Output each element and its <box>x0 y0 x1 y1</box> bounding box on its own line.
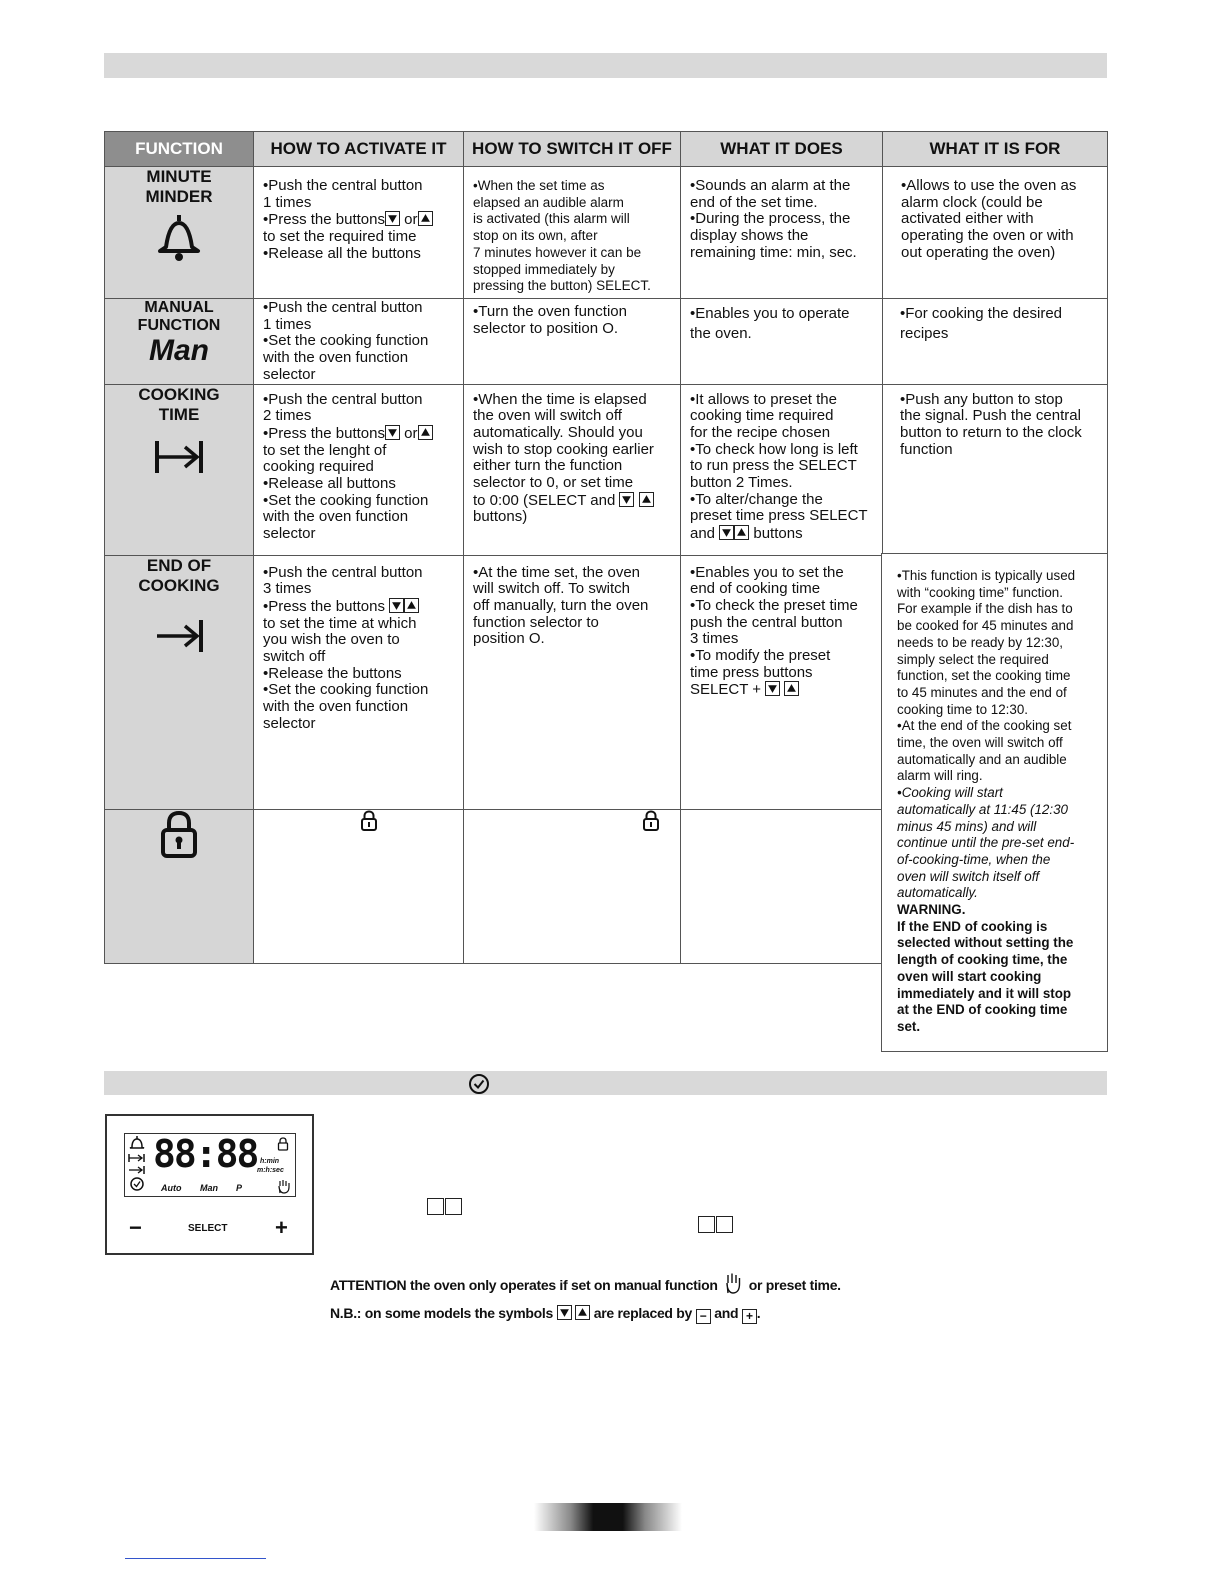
down-button-icon <box>557 1305 572 1320</box>
lcd-mode-man: Man <box>200 1183 218 1193</box>
down-button-icon <box>389 598 404 613</box>
cooking-time-does: •It allows to preset the cooking time required for the recipe chosen •To check how long is left to run press the SELECT button 2 Times. •To alter/change the preset time press SELECT and buttons <box>681 384 883 555</box>
up-button-icon <box>639 492 654 507</box>
lock-activate <box>254 809 464 963</box>
clock-icon <box>468 1073 490 1095</box>
empty-symbol-box <box>698 1216 715 1233</box>
clock-section-bar <box>104 1071 1107 1095</box>
manual-switch-off: •Turn the oven function selector to position O. <box>464 299 681 385</box>
hand-icon <box>724 1272 742 1294</box>
end-of-cooking-activate: •Push the central button 3 times •Press the buttons to set the time at which you wish the oven to switch off •Release the buttons •Set the cooking function with the oven function selector <box>254 555 464 809</box>
header-switch-off: HOW TO SWITCH IT OFF <box>464 132 681 167</box>
down-button-icon <box>619 492 634 507</box>
header-function: FUNCTION <box>105 132 254 167</box>
end-of-cooking-label: END OF COOKING <box>105 555 254 809</box>
minus-box-icon: − <box>696 1309 711 1324</box>
table-row-manual <box>105 299 1108 385</box>
down-button-icon <box>765 681 780 696</box>
lcd-hand-icon <box>277 1178 291 1194</box>
header-for: WHAT IT IS FOR <box>883 132 1108 167</box>
cooking-time-icon <box>153 439 205 475</box>
up-button-icon <box>575 1305 590 1320</box>
up-button-icon <box>404 598 419 613</box>
down-button-icon <box>719 525 734 540</box>
table-row-minute-minder <box>105 167 1108 299</box>
minute-minder-label: MINUTE MINDER <box>105 167 254 299</box>
up-button-icon <box>784 681 799 696</box>
footer-link-line <box>125 1558 266 1559</box>
lcd-unit-top: h:min <box>260 1158 280 1165</box>
manual-for: •For cooking the desired recipes <box>883 299 1108 385</box>
end-of-cooking-switch-off: •At the time set, the oven will switch off. To switch off manually, turn the oven function selector to position O. <box>464 555 681 809</box>
empty-symbol-box <box>716 1216 733 1233</box>
plus-button[interactable]: + <box>275 1215 288 1240</box>
minute-minder-switch-off: •When the set time as elapsed an audible alarm is activated (this alarm will stop on its own, after 7 minutes however it can be stopped immediately by pressing the button) SELECT. <box>464 167 681 299</box>
page-number-band <box>534 1503 682 1531</box>
nb-note: N.B.: on some models the symbols are replaced by − and + . <box>330 1305 761 1323</box>
down-button-icon <box>385 425 400 440</box>
manual-activate: •Push the central button 1 times •Set the cooking function with the oven function selector <box>254 299 464 385</box>
minus-button[interactable]: − <box>129 1215 142 1240</box>
cooking-time-activate: •Push the central button 2 times •Press the buttons or to set the lenght of cooking required •Release all buttons •Set the cooking function with the oven function selector <box>254 384 464 555</box>
header-activate: HOW TO ACTIVATE IT <box>254 132 464 167</box>
lock-icon <box>159 810 199 858</box>
header-does: WHAT IT DOES <box>681 132 883 167</box>
lcd-mode-p: P <box>236 1183 243 1193</box>
down-button-icon <box>385 211 400 226</box>
lock-label <box>105 809 254 963</box>
lcd-mode-auto: Auto <box>161 1183 182 1193</box>
empty-symbol-box <box>427 1198 444 1215</box>
up-button-icon <box>418 211 433 226</box>
lcd-digits: 88:88 <box>153 1132 258 1176</box>
lock-switch-off <box>464 809 681 963</box>
table-row-cooking-time <box>105 384 1108 555</box>
up-button-icon <box>734 525 749 540</box>
cooking-time-for: •Push any button to stop the signal. Push the central button to return to the clock function <box>883 384 1108 555</box>
minute-minder-for: •Allows to use the oven as alarm clock (could be activated either with operating the oven or with out operating the oven) <box>883 167 1108 299</box>
end-of-cooking-for: •This function is typically used with “cooking time” function. For example if the dish has to be cooked for 45 minutes and needs to be ready by 12:30, simply select the required function, set the cooking time to 45 minutes and the end of cooking time to 12:30. •At the end of the cooking set time, the oven will switch off automatically and an audible alarm will ring. •Cooking will start automatically at 11:45 (12:30 minus 45 mins) and will continue until the pre-set end- of-cooking-time, when the oven will switch itself off automatically. WARNING. If the END of cooking is selected without setting the length of cooking time, the oven will start cooking immediately and it will stop at the END of cooking time set. <box>881 553 1108 1052</box>
minute-minder-activate: •Push the central button 1 times •Press the buttons or to set the required time •Release all the buttons <box>254 167 464 299</box>
lcd-display <box>124 1133 296 1197</box>
cooking-time-label: COOKING TIME <box>105 384 254 555</box>
manual-label: MANUAL FUNCTION Man <box>105 299 254 385</box>
end-of-cooking-icon <box>153 618 205 654</box>
man-logo: Man <box>149 334 209 367</box>
up-button-icon <box>418 425 433 440</box>
lcd-side-icons <box>127 1135 147 1195</box>
table-header-row <box>105 132 1108 167</box>
end-of-cooking-does: •Enables you to set the end of cooking time •To check the preset time push the central button 3 times •To modify the preset time press buttons SELECT + <box>681 555 883 809</box>
lock-does <box>681 809 883 963</box>
empty-symbol-box <box>445 1198 462 1215</box>
cooking-time-switch-off: •When the time is elapsed the oven will switch off automatically. Should you wish to stop cooking earlier either turn the function selector to 0, or set time to 0:00 (SELECT and buttons) <box>464 384 681 555</box>
lock-small-icon <box>360 810 378 832</box>
minute-minder-does: •Sounds an alarm at the end of the set time. •During the process, the display shows the remaining time: min, sec. <box>681 167 883 299</box>
lock-small-icon <box>642 810 660 832</box>
lcd-lock-icon <box>277 1137 289 1151</box>
attention-note: ATTENTION the oven only operates if set on manual function or preset time. <box>330 1272 841 1294</box>
header-bar <box>104 53 1107 78</box>
plus-box-icon: + <box>742 1309 757 1324</box>
control-panel <box>105 1114 314 1255</box>
select-button[interactable]: SELECT <box>188 1223 228 1234</box>
lcd-unit-bottom: m:h:sec <box>257 1167 284 1174</box>
manual-does: •Enables you to operate the oven. <box>681 299 883 385</box>
bell-icon <box>154 211 204 263</box>
